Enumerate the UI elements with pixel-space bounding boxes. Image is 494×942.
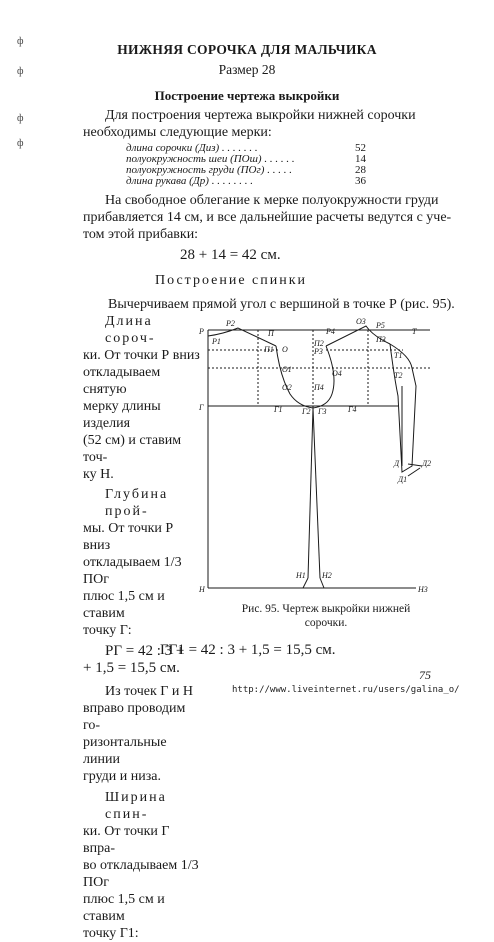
- drawing-label: О1: [282, 365, 292, 374]
- drawing-label: О4: [332, 369, 342, 378]
- text-line: плюс 1,5 см и ставим: [83, 892, 165, 924]
- text-line: точку Г:: [83, 623, 132, 638]
- left-column: [83, 313, 203, 942]
- back-heading: Построение спинки: [155, 273, 308, 288]
- measurement-label: длина сорочки (Диз) . . . . . . .: [126, 142, 258, 154]
- text-line: откладываем снятую: [83, 365, 161, 397]
- text-line: откладываем 1/3 ПОг: [83, 555, 182, 587]
- text-line: ки. От точки Г впра-: [83, 824, 170, 856]
- drawing-label: Г3: [318, 407, 327, 416]
- intro-line-2: необходимы следующие мерки:: [83, 125, 272, 140]
- drawing-label: Р: [199, 327, 204, 336]
- intro-line-1: Для построения чертежа выкройки нижней сорочки: [105, 108, 416, 123]
- measurement-label: длина рукава (Др) . . . . . . . .: [126, 175, 253, 187]
- drawing-label: Н2: [322, 571, 332, 580]
- figure-caption-2: сорочки.: [304, 617, 348, 629]
- drawing-label: Р5: [376, 321, 385, 330]
- allowance-line-1: На свободное облегание к мерке полуокружности груди: [105, 193, 439, 208]
- measurement-value: 14: [355, 153, 366, 165]
- page-number: 75: [419, 668, 431, 682]
- text-line: ки. От точки Р вниз: [83, 348, 200, 363]
- text-line: во откладываем 1/3 ПОг: [83, 858, 199, 890]
- text-line: (52 см) и ставим точ-: [83, 433, 182, 465]
- drawing-label: Н: [199, 585, 205, 594]
- drawing-label: О2: [282, 383, 292, 392]
- text-line: ризонтальные линии: [83, 735, 167, 767]
- measurement-row: [126, 153, 366, 164]
- measurements-list: [126, 142, 366, 186]
- text-line: вправо проводим го-: [83, 701, 186, 733]
- section-heading: Построение чертежа выкройки: [154, 88, 340, 103]
- back-intro: Вычерчиваем прямой угол с вершиной в точке Р (рис. 95).: [108, 297, 455, 312]
- drawing-label: Г: [199, 403, 204, 412]
- size-line: Размер 28: [218, 62, 276, 77]
- drawing-label: Д2: [422, 459, 432, 468]
- text-line: + 1,5 = 15,5 см.: [83, 660, 180, 676]
- drawing-label: Н3: [418, 585, 428, 594]
- drawing-label: П: [268, 329, 274, 338]
- text-line: груди и низа.: [83, 769, 162, 784]
- text-line: плюс 1,5 см и ставим: [83, 589, 165, 621]
- text-line: точку Г1:: [83, 926, 139, 941]
- text-line: РГ = 42 : 3 +: [105, 643, 185, 659]
- drawing-label: Р2: [226, 319, 235, 328]
- text-line: Из точек Г и Н: [105, 684, 193, 699]
- allowance-line-3: том этой прибавки:: [83, 227, 199, 242]
- drawing-label: Р3: [314, 347, 323, 356]
- allowance-line-2: прибавляется 14 см, и все дальнейшие расчеты ведутся с уче-: [83, 210, 452, 225]
- measurement-row: [126, 164, 366, 175]
- text-line: Ширина спин-: [105, 790, 167, 822]
- drawing-label: Т: [412, 327, 417, 336]
- drawing-label: Д1: [398, 475, 408, 484]
- measurement-row: [126, 142, 366, 153]
- formula-1: 28 + 14 = 42 см.: [180, 247, 281, 263]
- drawing-label: П1: [264, 345, 274, 354]
- text-line: Длина сороч-: [105, 314, 156, 346]
- drawing-label: Р1: [212, 337, 221, 346]
- watermark-url: http://www.liveinternet.ru/users/galina_o/: [232, 685, 460, 695]
- drawing-label: Т1: [394, 351, 403, 360]
- drawing-label: Г4: [348, 405, 357, 414]
- drawing-label: П3: [376, 335, 386, 344]
- pattern-drawing: [198, 316, 438, 594]
- drawing-label: П2: [314, 339, 324, 348]
- drawing-label: Д: [394, 459, 400, 468]
- margin-mark: ф: [17, 113, 24, 124]
- margin-mark: ф: [17, 138, 24, 149]
- drawing-label: О: [282, 345, 288, 354]
- figure-caption-1: Рис. 95. Чертеж выкройки нижней: [241, 603, 411, 615]
- drawing-label: Г2: [302, 407, 311, 416]
- measurement-label: полуокружность груди (ПОг) . . . . .: [126, 164, 292, 176]
- formula-2: ГГ1 = 42 : 3 + 1,5 = 15,5 см.: [160, 642, 336, 658]
- drawing-label: Т2: [394, 371, 403, 380]
- measurement-label: полуокружность шеи (ПОш) . . . . . .: [126, 153, 295, 165]
- measurement-value: 52: [355, 142, 366, 154]
- text-line: мы. От точки Р вниз: [83, 521, 174, 553]
- drawing-label: Н1: [296, 571, 306, 580]
- measurement-value: 36: [355, 175, 366, 187]
- text-line: Глубина прой-: [105, 487, 169, 519]
- text-line: ку Н.: [83, 467, 114, 482]
- text-line: мерку длины изделия: [83, 399, 161, 431]
- measurement-row: [126, 175, 366, 186]
- drawing-label: П4: [314, 383, 324, 392]
- measurement-value: 28: [355, 164, 366, 176]
- page-title: НИЖНЯЯ СОРОЧКА ДЛЯ МАЛЬЧИКА: [117, 42, 377, 57]
- margin-mark: ф: [17, 36, 24, 47]
- drawing-label: Р4: [326, 327, 335, 336]
- drawing-label: О3: [356, 317, 366, 326]
- drawing-label: Г1: [274, 405, 283, 414]
- margin-mark: ф: [17, 66, 24, 77]
